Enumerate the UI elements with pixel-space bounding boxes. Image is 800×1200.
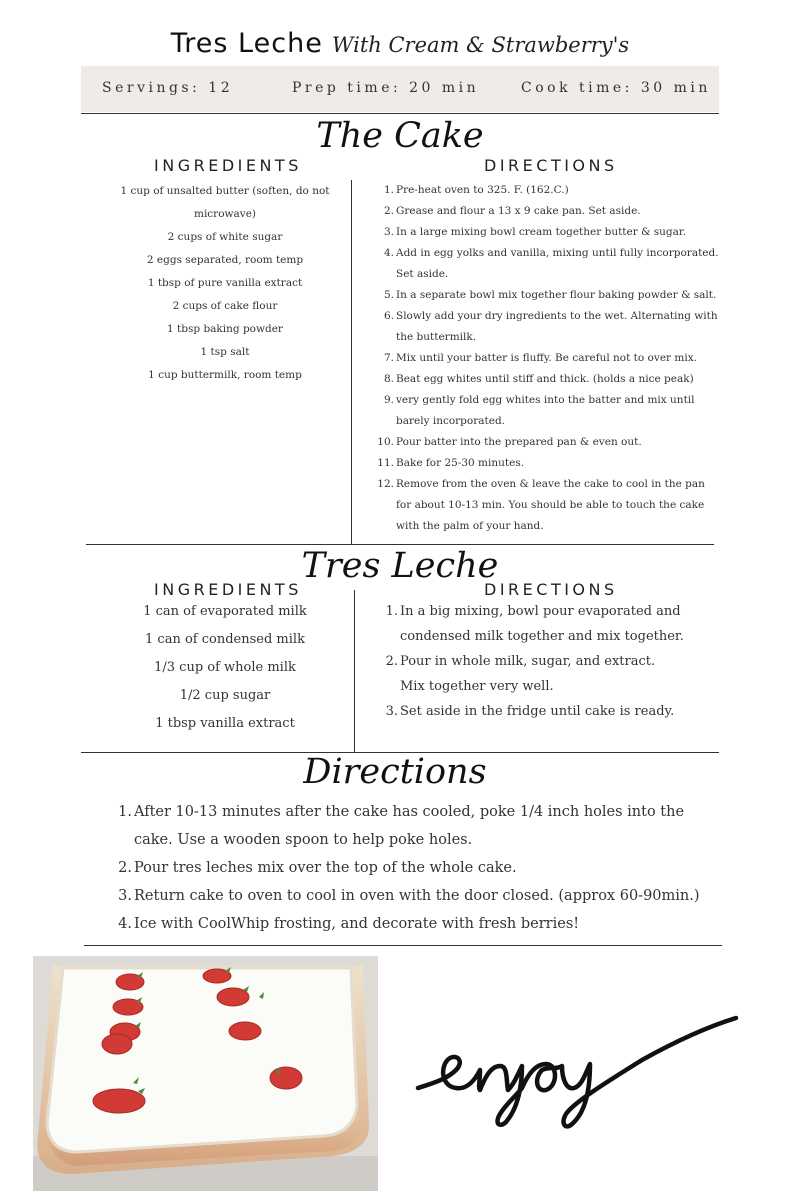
- divider: [81, 113, 719, 114]
- step-number: 7.: [383, 352, 394, 364]
- step-text: Pour tres leches mix over the top of the whole cake.: [134, 860, 517, 876]
- step-text: In a separate bowl mix together flour baking powder & salt.: [396, 289, 717, 301]
- step-number: 2.: [383, 205, 394, 217]
- direction-step: [351, 348, 721, 369]
- direction-step: [82, 854, 722, 882]
- cake-heading: The Cake: [316, 116, 484, 156]
- step-number: 1.: [383, 184, 394, 196]
- step-number: 1.: [385, 604, 398, 619]
- servings: Servings: 12: [102, 80, 234, 96]
- cake-directions-list: [351, 180, 721, 537]
- recipe-title: [0, 28, 800, 59]
- ingredient-item: 2 eggs separated, room temp: [146, 254, 304, 266]
- step-number: 2.: [118, 860, 132, 876]
- direction-step: [354, 599, 684, 649]
- step-number: 11.: [377, 457, 394, 469]
- direction-step: [351, 243, 721, 285]
- step-number: 12.: [377, 478, 394, 490]
- direction-step: [82, 910, 722, 938]
- step-text: Bake for 25-30 minutes.: [396, 457, 525, 469]
- cake-directions-label: DIRECTIONS: [484, 156, 618, 175]
- cake-ingredients-label: INGREDIENTS: [154, 156, 302, 175]
- divider: [84, 945, 722, 946]
- direction-step: [354, 699, 684, 724]
- final-directions-heading: Directions: [303, 752, 487, 792]
- direction-step: [351, 285, 721, 306]
- info-bar: [81, 66, 719, 112]
- ingredient-item: 1/3 cup of whole milk: [154, 660, 296, 675]
- ingredient-item: 2 cups of white sugar: [167, 231, 283, 243]
- ingredient-item: 1 tbsp of pure vanilla extract: [147, 277, 303, 289]
- step-text: very gently fold egg whites into the batter and mix until barely incorporated.: [396, 394, 695, 427]
- step-text: Ice with CoolWhip frosting, and decorate with fresh berries!: [134, 916, 580, 932]
- ingredient-item: 1 can of condensed milk: [145, 632, 305, 647]
- step-text: Beat egg whites until stiff and thick. (holds a nice peak): [396, 373, 694, 385]
- direction-step: [351, 180, 721, 201]
- direction-step: [82, 798, 722, 854]
- prep-time: Prep time: 20 min: [292, 80, 480, 96]
- divider: [86, 544, 714, 545]
- tres-leche-directions-label: DIRECTIONS: [484, 580, 618, 599]
- final-directions-list: [82, 798, 722, 938]
- step-number: 4.: [383, 247, 394, 259]
- ingredient-item: 1 tbsp vanilla extract: [155, 716, 295, 731]
- direction-step: [351, 369, 721, 390]
- step-number: 10.: [377, 436, 394, 448]
- ingredient-item: 1/2 cup sugar: [179, 688, 271, 703]
- step-text: Grease and flour a 13 x 9 cake pan. Set aside.: [396, 205, 641, 217]
- step-text: Add in egg yolks and vanilla, mixing until fully incorporated. Set aside.: [396, 247, 719, 280]
- step-text: After 10-13 minutes after the cake has cooled, poke 1/4 inch holes into the cake. Use a wooden spoon to help poke holes.: [134, 804, 685, 848]
- ingredient-item: 2 cups of cake flour: [172, 300, 278, 312]
- step-text: Pour in whole milk, sugar, and extract. Mix together very well.: [400, 654, 656, 694]
- direction-step: [351, 390, 721, 432]
- step-number: 4.: [118, 916, 132, 932]
- step-number: 3.: [385, 704, 398, 719]
- step-text: Pour batter into the prepared pan & even out.: [396, 436, 642, 448]
- tres-leche-ingredients-list: [105, 598, 345, 738]
- enjoy-signature: [410, 1000, 750, 1140]
- step-number: 5.: [383, 289, 394, 301]
- step-text: Mix until your batter is fluffy. Be careful not to over mix.: [396, 352, 697, 364]
- direction-step: [351, 453, 721, 474]
- direction-step: [351, 222, 721, 243]
- step-text: In a large mixing bowl cream together butter & sugar.: [396, 226, 687, 238]
- step-number: 3.: [118, 888, 132, 904]
- step-number: 6.: [383, 310, 394, 322]
- direction-step: [351, 432, 721, 453]
- ingredient-item: 1 tsp salt: [200, 346, 250, 358]
- step-text: Return cake to oven to cool in oven with the door closed. (approx 60-90min.): [134, 888, 700, 904]
- tres-leche-directions-list: [354, 599, 684, 724]
- title-main: Tres Leche: [170, 28, 323, 59]
- step-number: 2.: [385, 654, 398, 669]
- step-number: 1.: [118, 804, 132, 820]
- cake-photo: [33, 956, 378, 1191]
- step-text: Remove from the oven & leave the cake to cool in the pan for about 10-13 min. You should be able to touch the cake with the palm of your hand.: [396, 478, 705, 532]
- cook-time: Cook time: 30 min: [521, 80, 711, 96]
- direction-step: [354, 649, 684, 699]
- step-text: Pre-heat oven to 325. F. (162.C.): [396, 184, 569, 196]
- step-number: 3.: [383, 226, 394, 238]
- direction-step: [351, 201, 721, 222]
- tres-leche-ingredients-label: INGREDIENTS: [154, 580, 302, 599]
- ingredient-item: 1 can of evaporated milk: [143, 604, 307, 619]
- title-subtitle: With Cream & Strawberry's: [331, 33, 630, 57]
- cake-ingredients-list: [108, 180, 342, 387]
- tres-leche-heading: Tres Leche: [301, 546, 499, 586]
- step-text: Set aside in the fridge until cake is ready.: [400, 704, 675, 719]
- step-number: 9.: [383, 394, 394, 406]
- ingredient-item: 1 cup of unsalted butter (soften, do not: [120, 185, 330, 197]
- direction-step: [351, 306, 721, 348]
- ingredient-item: 1 tbsp baking powder: [167, 323, 283, 335]
- direction-step: [351, 474, 721, 537]
- ingredient-item: 1 cup buttermilk, room temp: [148, 369, 302, 381]
- direction-step: [82, 882, 722, 910]
- step-text: In a big mixing, bowl pour evaporated and condensed milk together and mix together.: [400, 604, 684, 644]
- ingredient-item: microwave): [193, 208, 257, 220]
- step-text: Slowly add your dry ingredients to the wet. Alternating with the buttermilk.: [396, 310, 718, 343]
- step-number: 8.: [383, 373, 394, 385]
